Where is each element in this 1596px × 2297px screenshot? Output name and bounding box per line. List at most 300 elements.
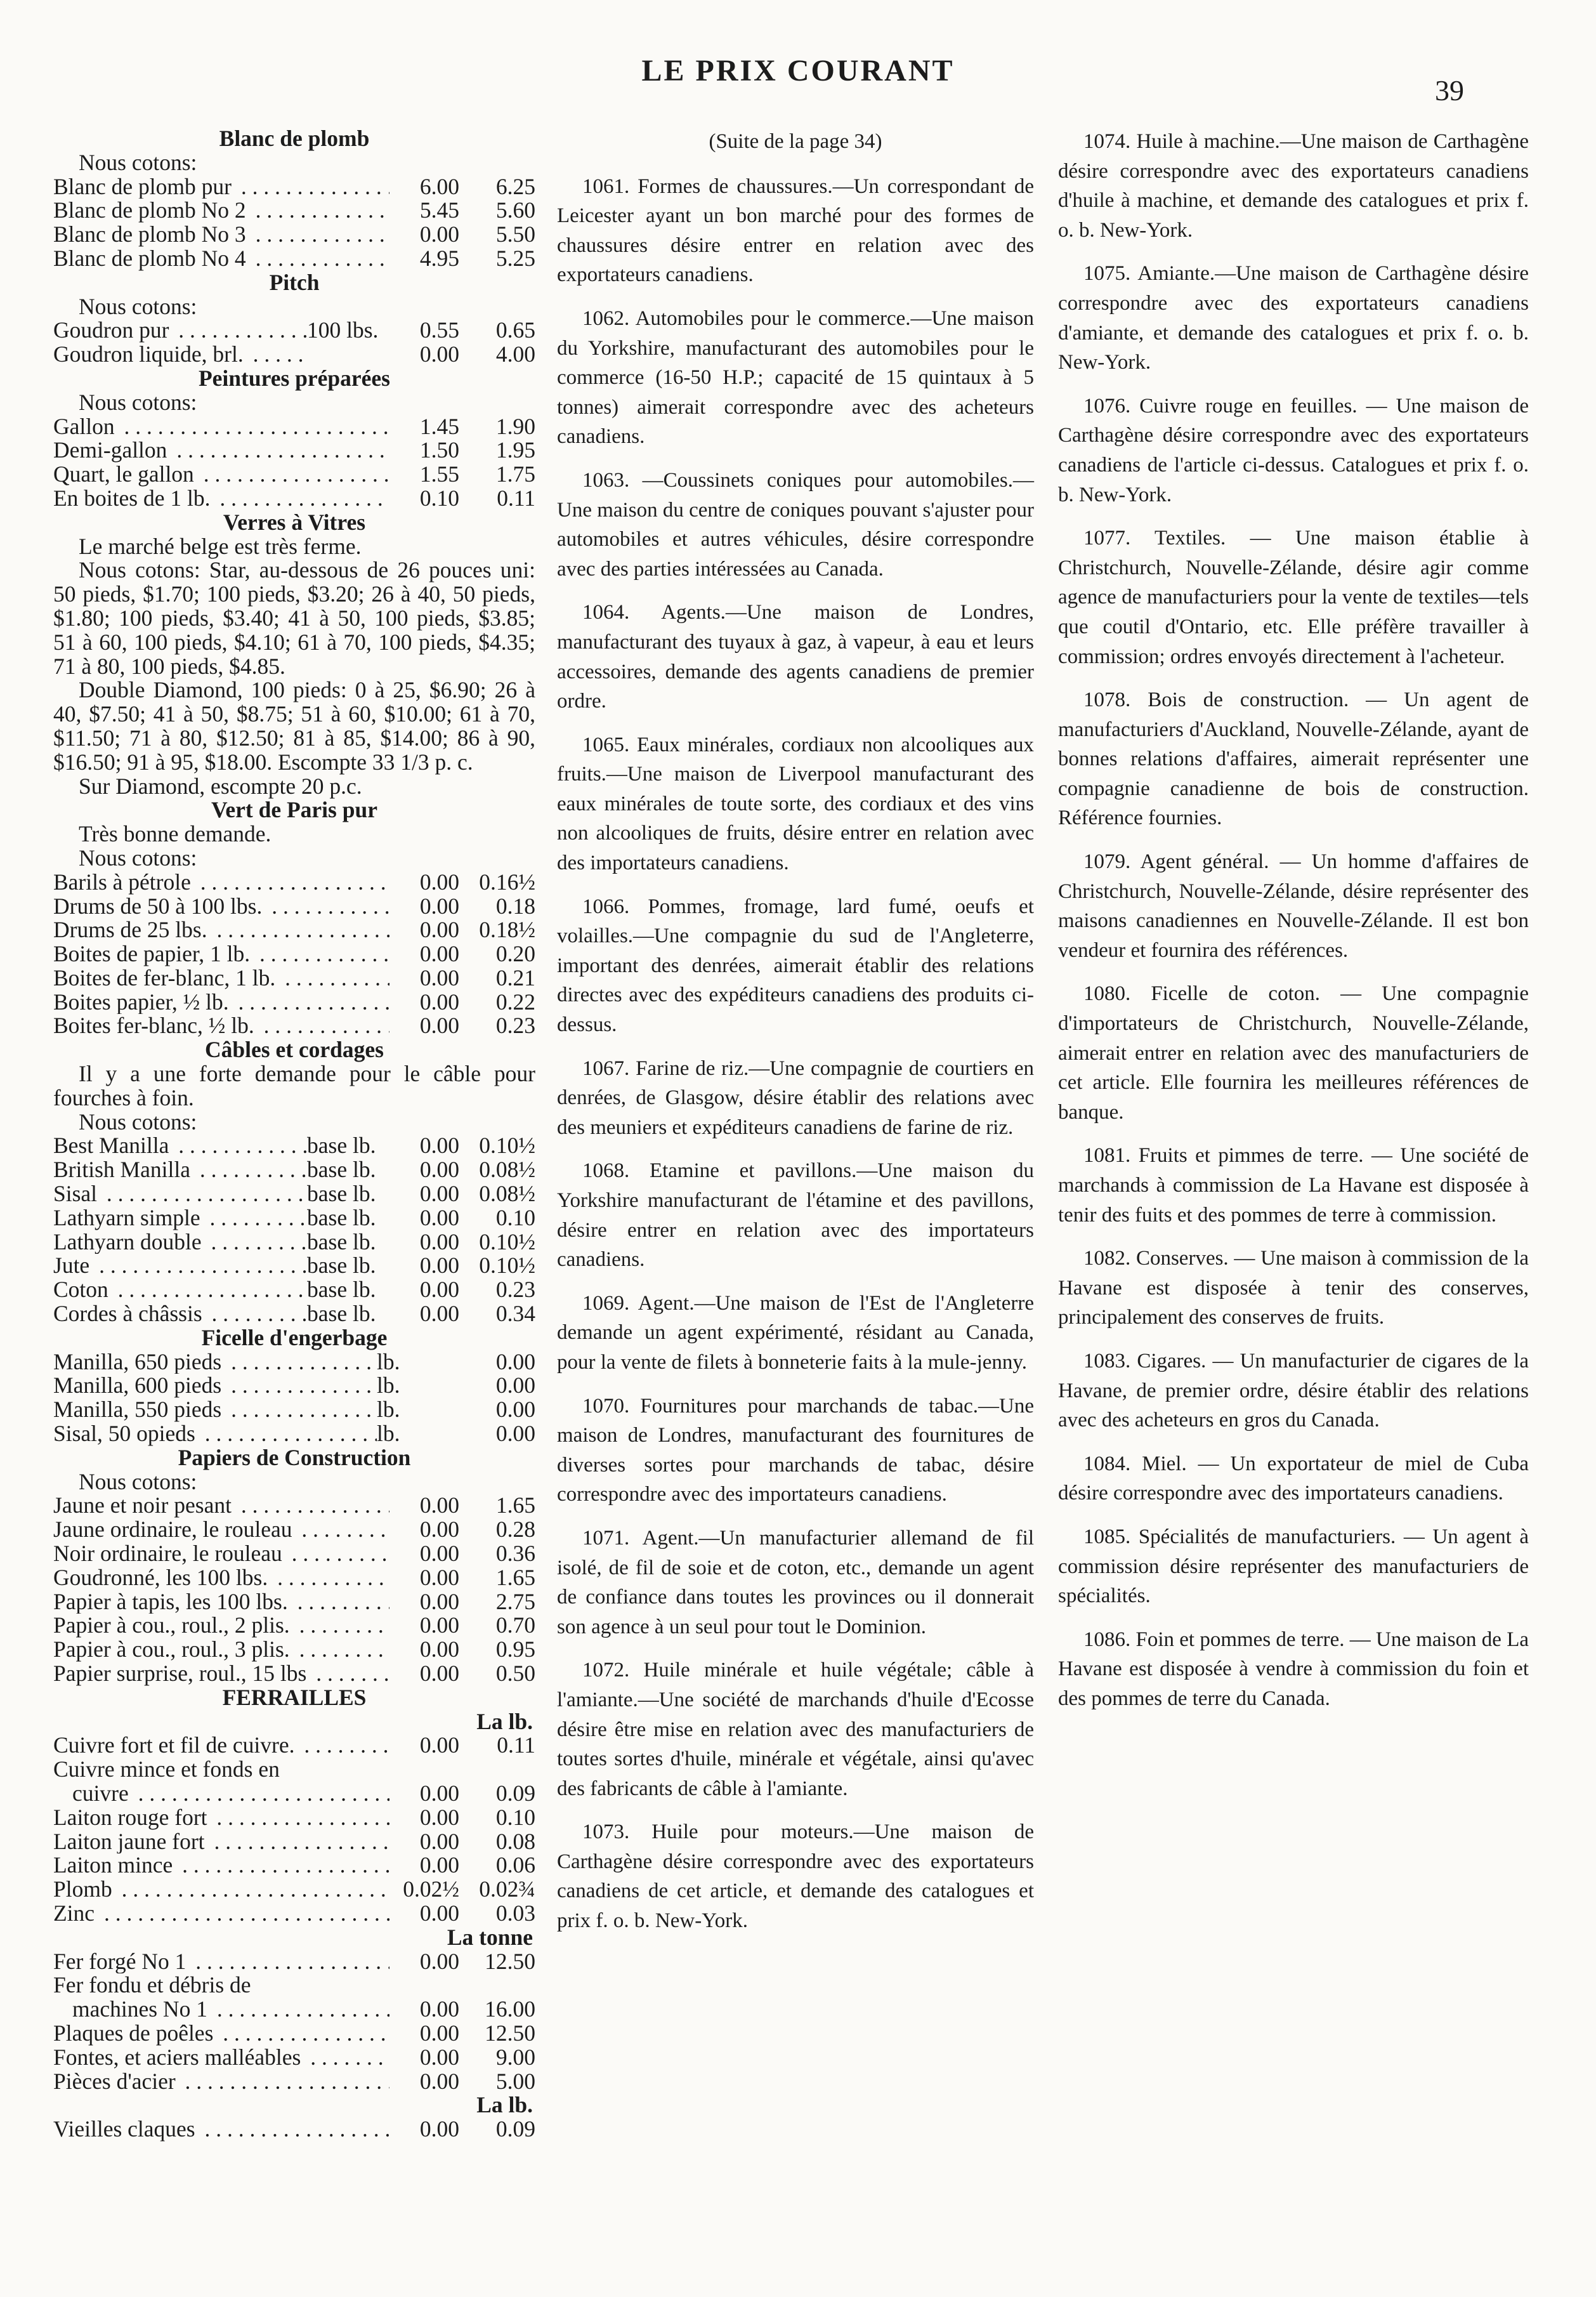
price-label: Lathyarn simple <box>53 1206 200 1230</box>
price-row <box>53 415 535 439</box>
price-value-high: 0.20 <box>495 941 535 967</box>
price-value-low: 0.00 <box>419 1133 459 1159</box>
price-value-high: 0.00 <box>495 1348 535 1374</box>
price-value-high: 0.10½ <box>479 1228 535 1254</box>
price-value-low: 0.00 <box>419 964 459 991</box>
price-label: Papier à cou., roul., 2 plis. <box>53 1614 290 1638</box>
trade-notice <box>557 466 1034 584</box>
price-label: Laiton jaune fort <box>53 1829 205 1854</box>
price-value-high: 5.50 <box>495 221 535 247</box>
notice-text: Agent.—Un manufacturier allemand de fil isolé, de fil de soie et de coton, etc., demande un agent de confiance dans toutes les provinces ou il donnerait son agence à un seul pour tout le Dominion. <box>557 1526 1034 1638</box>
price-label: Goudron pur <box>53 319 169 343</box>
price-label: Barils à pétrole <box>53 870 191 895</box>
price-rows <box>53 1494 535 1685</box>
notice-number: 1080. <box>1083 982 1131 1006</box>
price-unit: 100 lbs. <box>307 317 379 343</box>
inquiries-column-right <box>1058 127 1529 1728</box>
price-value-low: 0.00 <box>419 1541 459 1567</box>
price-value-high: 1.75 <box>495 461 535 487</box>
notice-text: Spécialités de manufacturiers. — Un agent à commission désire représenter des manufacturiers de spécialités. <box>1058 1525 1529 1608</box>
price-value-high: 0.16½ <box>479 869 535 895</box>
price-unit: lb. <box>377 1348 400 1374</box>
notice-list <box>557 172 1034 1936</box>
trade-notice <box>1058 259 1529 377</box>
price-row <box>53 1566 535 1590</box>
notice-number: 1079. <box>1083 850 1131 874</box>
price-unit <box>307 343 389 367</box>
price-value-high: 0.03 <box>495 1900 535 1926</box>
price-value-low: 1.50 <box>419 437 459 463</box>
price-row <box>53 1182 535 1206</box>
price-row <box>53 1302 535 1326</box>
trade-notice <box>557 1655 1034 1803</box>
price-value-low: 0.00 <box>419 1612 459 1638</box>
price-row <box>53 918 535 942</box>
notice-text: —Coussinets coniques pour automobiles.—Une maison du centre de coniques pouvant s'ajuster pour automobiles et autres véhicules, désire correspondre avec des parties intéressées au Canada. <box>557 468 1034 581</box>
price-row <box>53 1254 535 1278</box>
price-label: Gallon <box>53 414 115 439</box>
price-label: Laiton mince <box>53 1853 173 1878</box>
price-value-low: 0.00 <box>419 341 459 367</box>
price-value-high: 0.50 <box>495 1661 535 1686</box>
price-unit: base lb. <box>307 1157 376 1183</box>
price-value-high: 5.00 <box>495 2068 535 2094</box>
price-value-low: 4.95 <box>419 245 459 271</box>
price-label: Laiton rouge fort <box>53 1805 207 1830</box>
price-label: Papier à tapis, les 100 lbs. <box>53 1589 288 1614</box>
price-row <box>53 1734 535 1758</box>
notice-number: 1076. <box>1083 394 1131 418</box>
price-value-low: 0.00 <box>419 989 459 1015</box>
notice-number: 1067. <box>582 1056 630 1080</box>
price-list-column <box>53 127 535 2142</box>
price-rows <box>53 1806 535 1926</box>
price-label: Plaques de poêles <box>53 2021 214 2046</box>
price-row <box>53 1158 535 1182</box>
price-value-low: 0.00 <box>419 1301 459 1327</box>
price-label: Coton <box>53 1278 108 1303</box>
price-label: Manilla, 600 pieds <box>53 1374 222 1399</box>
notice-text: Agent.—Une maison de l'Est de l'Angleterre demande un agent expérimenté, résidant au Canada, pour la vente de filets à bonneterie faits à la mule-jenny. <box>557 1291 1034 1374</box>
price-value-low: 0.00 <box>419 1013 459 1039</box>
price-label: Blanc de plomb pur <box>53 174 232 199</box>
notice-number: 1066. <box>582 895 630 918</box>
price-label: Manilla, 650 pieds <box>53 1350 222 1374</box>
section-paragraph: Très bonne demande. <box>79 821 271 847</box>
trade-notice <box>557 304 1034 452</box>
price-label: Noir ordinaire, le rouleau <box>53 1542 282 1566</box>
price-label: Papier surprise, roul., 15 lbs <box>53 1662 307 1686</box>
price-value-high: 0.36 <box>495 1541 535 1567</box>
notice-text: Cuivre rouge en feuilles. — Une maison de Carthagène désire correspondre avec des exportateurs canadiens de l'article ci-dessus. Catalogues et prix f. o. b. New-York. <box>1058 394 1529 506</box>
price-value-low: 0.00 <box>419 941 459 967</box>
price-row <box>53 1542 535 1566</box>
price-value-low: 0.00 <box>419 1996 459 2022</box>
price-value-low: 5.45 <box>419 197 459 223</box>
notice-number: 1085. <box>1083 1525 1131 1548</box>
notice-text: Fournitures pour marchands de tabac.—Une maison de Londres, manufacturant des fournitures de diverses sortes pour marchands de tabac, désire correspondre avec des importateurs canadiens. <box>557 1394 1035 1506</box>
price-unit: base lb. <box>307 1133 376 1159</box>
price-value-low: 0.55 <box>419 317 459 343</box>
page-title: LE PRIX COURANT <box>641 54 955 88</box>
price-row <box>53 1830 535 1854</box>
notice-text: Ficelle de coton. — Une compagnie d'importateurs de Christchurch, Nouvelle-Zélande, aimerait entrer en relation avec des manufacturiers de cet article. Elle fournira les meilleures références de banque. <box>1058 982 1529 1124</box>
notice-text: Conserves. — Une maison à commission de la Havane est disposée à tenir des conserves, principalement des conserves de fruits. <box>1058 1247 1529 1329</box>
price-value-low: 0.00 <box>419 1564 459 1590</box>
price-value-high: 0.00 <box>495 1421 535 1447</box>
price-value-low: 0.00 <box>419 1948 459 1974</box>
notice-text: Huile pour moteurs.—Une maison de Carthagène désire correspondre avec des exportateurs canadiens de cet article, et demande des catalogues et prix f. o. b. New-York. <box>557 1820 1034 1933</box>
price-value-high: 6.25 <box>495 173 535 199</box>
notice-number: 1062. <box>582 306 630 330</box>
price-label: Papier à cou., roul., 3 plis. <box>53 1638 290 1662</box>
price-row <box>53 942 535 966</box>
section-note: Nous cotons: <box>79 149 197 175</box>
price-label: Drums de 50 à 100 lbs. <box>53 894 263 919</box>
notice-number: 1074. <box>1083 130 1131 153</box>
price-row <box>53 319 535 343</box>
section-note: Nous cotons: <box>79 845 197 871</box>
price-row <box>53 1134 535 1158</box>
price-value-high: 0.11 <box>497 1732 535 1758</box>
section-paragraph: Il y a une forte demande pour le câble pour fourches à foin. <box>53 1061 535 1110</box>
price-label: Jaune et noir pesant <box>53 1494 232 1518</box>
price-value-low: 0.00 <box>419 1636 459 1662</box>
price-unit: base lb. <box>307 1253 376 1279</box>
price-value-high: 5.25 <box>495 245 535 271</box>
price-row <box>53 1998 535 2022</box>
price-row <box>53 1374 535 1398</box>
price-row <box>53 2022 535 2046</box>
price-row <box>53 1806 535 1830</box>
price-row <box>53 966 535 991</box>
price-row <box>53 1902 535 1926</box>
trade-notice <box>1058 1449 1529 1508</box>
price-label: Pièces d'acier <box>53 2069 176 2094</box>
price-row <box>53 2070 535 2094</box>
price-label: Goudronné, les 100 lbs. <box>53 1565 268 1590</box>
notice-text: Formes de chaussures.—Un correspondant de Leicester ayant un bon marché pour des formes de chaussures désire entrer en relation avec des exportateurs canadiens. <box>557 174 1035 287</box>
price-value-high: 0.11 <box>497 485 535 511</box>
price-label: Cordes à châssis <box>53 1302 202 1326</box>
unit-heading: La lb. <box>476 1708 533 1734</box>
price-rows <box>53 1950 535 1974</box>
price-unit: lb. <box>377 1372 400 1399</box>
price-row <box>53 199 535 223</box>
notice-number: 1070. <box>582 1394 630 1418</box>
price-row <box>53 1230 535 1254</box>
price-row <box>53 1278 535 1302</box>
price-value-high: 9.00 <box>495 2044 535 2070</box>
price-value-high: 12.50 <box>485 2020 535 2046</box>
section-paragraph: Sur Diamond, escompte 20 p.c. <box>79 773 362 799</box>
price-value-high: 1.95 <box>495 437 535 463</box>
trade-notice <box>557 172 1034 290</box>
price-value-high: 0.06 <box>495 1852 535 1878</box>
notice-number: 1073. <box>582 1820 630 1844</box>
price-value-low: 0.00 <box>419 1157 459 1183</box>
price-value-low: 0.00 <box>419 1517 459 1543</box>
trade-notice <box>1058 1346 1529 1435</box>
section-paragraph: Double Diamond, 100 pieds: 0 à 25, $6.90; 26 à 40, $7.50; 41 à 50, $8.75; 51 à 60, $10.00; 61 à 70, $11.50; 71 à 80, $12.50; 81 à 85, $14.00; 86 à 90, $16.50; 91 à 95, $18.00. Escompte 33 1/3 p. c. <box>53 677 535 775</box>
price-value-low: 0.00 <box>419 1588 459 1614</box>
price-value-high: 0.70 <box>495 1612 535 1638</box>
notice-number: 1084. <box>1083 1452 1131 1475</box>
price-rows <box>53 2117 535 2142</box>
price-unit: base lb. <box>307 1204 376 1230</box>
price-value-low: 0.00 <box>419 2044 459 2070</box>
price-label: Best Manilla <box>53 1134 169 1159</box>
price-rows <box>53 1734 535 1758</box>
section-note: Nous cotons: <box>79 293 197 319</box>
trade-notice <box>1058 847 1529 965</box>
price-value-low: 0.00 <box>419 1828 459 1854</box>
price-rows <box>53 871 535 1039</box>
price-value-high: 0.18½ <box>479 917 535 943</box>
price-value-high: 0.08 <box>495 1828 535 1854</box>
price-value-high: 2.75 <box>495 1588 535 1614</box>
trade-notice <box>1058 523 1529 671</box>
price-row <box>53 1973 535 1998</box>
notice-text: Miel. — Un exportateur de miel de Cuba désire correspondre avec des importateurs canadiens. <box>1058 1452 1529 1505</box>
price-row <box>53 1422 535 1446</box>
trade-notice <box>1058 1522 1529 1611</box>
price-label: Cuivre fort et fil de cuivre. <box>53 1734 295 1758</box>
price-value-low: 0.00 <box>419 1661 459 1686</box>
trade-notice <box>1058 1244 1529 1333</box>
continuation-note: (Suite de la page 34) <box>709 130 882 153</box>
price-unit: lb. <box>377 1397 400 1423</box>
notice-text: Foin et pommes de terre. — Une maison de La Havane est disposée à vendre à commission du foin et des pommes de terre du Canada. <box>1058 1628 1529 1710</box>
price-row <box>53 1206 535 1230</box>
notice-text: Automobiles pour le commerce.—Une maison du Yorkshire, manufacturant des automobiles pour le commerce (16-50 H.P.; capacité de 15 quintaux à 5 tonnes) aimerait correspondre avec des acheteurs canadiens. <box>557 306 1034 449</box>
trade-notice <box>557 1156 1034 1274</box>
price-row <box>53 343 535 367</box>
price-value-high: 0.65 <box>495 317 535 343</box>
notice-number: 1064. <box>582 601 630 624</box>
trade-notice <box>557 892 1034 1040</box>
notice-number: 1069. <box>582 1291 630 1315</box>
notice-text: Huile à machine.—Une maison de Carthagène désire correspondre avec des exportateurs canadiens d'huile à machine, et demande des catalogues et prix f. o. b. New-York. <box>1058 130 1529 242</box>
price-row <box>53 223 535 247</box>
price-label: En boites de 1 lb. <box>53 486 211 511</box>
notice-text: Cigares. — Un manufacturier de cigares de la Havane, de premier ordre, désire établir des relations avec des acheteurs en gros du Canada. <box>1058 1349 1529 1432</box>
section-paragraph: Le marché belge est très ferme. <box>79 533 362 559</box>
price-value-high: 0.08½ <box>479 1157 535 1183</box>
price-row <box>53 1590 535 1614</box>
price-row <box>53 487 535 511</box>
price-value-high: 16.00 <box>485 1996 535 2022</box>
price-unit: lb. <box>377 1421 400 1447</box>
notice-number: 1086. <box>1083 1628 1131 1651</box>
price-row <box>53 438 535 463</box>
price-value-low: 0.10 <box>419 485 459 511</box>
price-rows <box>53 2022 535 2093</box>
section-title-verres: Verres à Vitres <box>223 509 366 535</box>
price-value-low: 1.55 <box>419 461 459 487</box>
price-value-low: 0.00 <box>419 1228 459 1254</box>
price-unit: base lb. <box>307 1277 376 1303</box>
price-row <box>53 991 535 1015</box>
price-label: Plomb <box>53 1878 112 1902</box>
price-row <box>53 175 535 199</box>
price-value-high: 0.00 <box>495 1397 535 1423</box>
price-value-low: 1.45 <box>419 413 459 439</box>
trade-notice <box>1058 127 1529 245</box>
price-label: Fer fondu et débris de <box>53 1973 251 1998</box>
price-value-high: 0.28 <box>495 1517 535 1543</box>
notice-text: Farine de riz.—Une compagnie de courtiers en denrées, de Glasgow, désire établir des relations avec des meuniers et expéditeurs canadiens de farine de riz. <box>557 1056 1035 1139</box>
notice-number: 1081. <box>1083 1144 1131 1168</box>
price-value-low: 0.00 <box>419 1277 459 1303</box>
price-label: Zinc <box>53 1901 95 1926</box>
price-value-high: 0.08½ <box>479 1181 535 1207</box>
price-label: Fontes, et aciers malléables <box>53 2045 301 2070</box>
trade-notice <box>557 1392 1034 1510</box>
price-value-high: 0.02¾ <box>479 1876 535 1902</box>
price-value-high: 0.00 <box>495 1372 535 1399</box>
price-value-high: 0.10½ <box>479 1133 535 1159</box>
price-row <box>53 1350 535 1374</box>
price-value-low: 0.00 <box>419 1804 459 1830</box>
price-value-low: 0.00 <box>419 1900 459 1926</box>
section-title-ferrailles: FERRAILLES <box>222 1684 367 1710</box>
section-note: Nous cotons: <box>79 1468 197 1494</box>
price-label: Lathyarn double <box>53 1230 202 1254</box>
price-row <box>53 2046 535 2070</box>
price-row <box>53 871 535 895</box>
notice-number: 1063. <box>582 468 630 492</box>
price-value-low: 0.00 <box>419 1732 459 1758</box>
price-value-high: 0.23 <box>495 1013 535 1039</box>
price-row <box>53 247 535 271</box>
price-value-low: 0.00 <box>419 869 459 895</box>
price-row <box>53 1758 535 1782</box>
price-value-low: 0.00 <box>419 1780 459 1806</box>
notice-list <box>1058 127 1529 1714</box>
price-value-high: 1.65 <box>495 1564 535 1590</box>
price-value-high: 1.90 <box>495 413 535 439</box>
price-value-low: 0.00 <box>419 1181 459 1207</box>
price-row <box>53 1614 535 1638</box>
price-unit: base lb. <box>307 1301 376 1327</box>
notice-text: Fruits et pimmes de terre. — Une société de marchands à commission de La Havane est disposée à tenir des fuits et des pommes de terre à commission. <box>1058 1144 1529 1227</box>
price-value-high: 0.21 <box>495 964 535 991</box>
trade-notice <box>1058 685 1529 833</box>
price-label: Blanc de plomb No 4 <box>53 246 246 271</box>
price-value-low: 0.00 <box>419 1852 459 1878</box>
price-row <box>53 1518 535 1542</box>
price-label: Jute <box>53 1254 90 1279</box>
price-value-high: 0.10 <box>495 1804 535 1830</box>
price-value-high: 0.34 <box>495 1301 535 1327</box>
price-label: Fer forgé No 1 <box>53 1949 186 1974</box>
section-title-peintures: Peintures préparées <box>198 365 390 391</box>
notice-text: Etamine et pavillons.—Une maison du Yorkshire manufacturant de l'étamine et des pavillons, désire entrer en relation avec des importateurs canadiens. <box>557 1159 1034 1272</box>
notice-number: 1082. <box>1083 1247 1131 1270</box>
section-note: Nous cotons: <box>79 1109 197 1135</box>
section-title-cables: Câbles et cordages <box>205 1037 384 1063</box>
price-unit: base lb. <box>307 1181 376 1207</box>
notice-number: 1075. <box>1083 262 1131 286</box>
trade-notice <box>1058 979 1529 1127</box>
notice-text: Huile minérale et huile végétale; câble à l'amiante.—Une société de marchands d'huile d'Ecosse désire être mise en relation avec des manufacturiers de toutes sortes d'huile, minérale et végétale, ainsi qu'avec des fabricants de câble à l'amiante. <box>557 1659 1034 1800</box>
notice-number: 1077. <box>1083 527 1131 550</box>
price-value-low: 0.00 <box>419 2116 459 2142</box>
notice-text: Eaux minérales, cordiaux non alcooliques aux fruits.—Une maison de Liverpool manufacturant des eaux minérales de toute sorte, des cordiaux et des vins non alcooliques de fruits, désire entrer en relation avec des importateurs canadiens. <box>557 733 1034 875</box>
trade-notice <box>557 1524 1034 1642</box>
price-label: cuivre <box>72 1781 129 1806</box>
price-value-low: 0.00 <box>419 1204 459 1230</box>
price-value-low: 0.00 <box>419 2068 459 2094</box>
price-value-low: 0.02½ <box>403 1876 459 1902</box>
notice-text: Textiles. — Une maison établie à Christchurch, Nouvelle-Zélande, désire agir comme agence de manufacturiers pour la vente de textiles—tels que coutil d'Ontario, etc. Elle préfère travailler à commission; ordres envoyés directement à l'acheteur. <box>1058 527 1529 668</box>
price-label: Boites de fer-blanc, 1 lb. <box>53 966 276 991</box>
price-label: British Manilla <box>53 1158 190 1183</box>
trade-notice <box>1058 392 1529 510</box>
price-row <box>53 1950 535 1974</box>
trade-notice <box>557 1054 1034 1143</box>
price-value-high: 0.23 <box>495 1277 535 1303</box>
price-row <box>53 2117 535 2142</box>
price-value-high: 0.22 <box>495 989 535 1015</box>
price-row <box>53 1853 535 1878</box>
price-value-high: 0.18 <box>495 893 535 919</box>
section-title-papiers: Papiers de Construction <box>178 1444 411 1470</box>
notice-number: 1072. <box>582 1659 630 1682</box>
notice-text: Bois de construction. — Un agent de manufacturiers d'Auckland, Nouvelle-Zélande, ayant de bonnes relations d'affaires, aimerait représenter une compagnie canadienne de bois de construction. Référence fournies. <box>1058 688 1529 830</box>
section-title-vert-de-paris: Vert de Paris pur <box>211 797 377 823</box>
notice-text: Pommes, fromage, lard fumé, oeufs et volailles.—Une compagnie du sud de l'Angleterre, important des denrées, aimerait établir des relations directes avec des expéditeurs canadiens des produits ci-dessus. <box>557 895 1035 1037</box>
page-number: 39 <box>1435 74 1464 107</box>
price-rows <box>53 175 535 271</box>
trade-notice <box>1058 1141 1529 1230</box>
section-title-ficelle: Ficelle d'engerbage <box>201 1324 388 1350</box>
price-label: Sisal <box>53 1182 98 1206</box>
price-label: Demi-gallon <box>53 438 167 463</box>
price-row <box>53 1638 535 1662</box>
trade-notice <box>1058 1625 1529 1714</box>
price-value-low: 0.00 <box>419 221 459 247</box>
price-value-high: 4.00 <box>495 341 535 367</box>
section-note: Nous cotons: <box>79 389 197 415</box>
price-label: Boites de papier, 1 lb. <box>53 942 251 966</box>
price-value-high: 0.95 <box>495 1636 535 1662</box>
price-label: Quart, le gallon <box>53 463 194 487</box>
notice-number: 1071. <box>582 1526 630 1550</box>
price-label: Blanc de plomb No 3 <box>53 223 246 247</box>
price-rows <box>53 319 535 367</box>
notice-number: 1061. <box>582 174 630 198</box>
section-paragraph: Nous cotons: Star, au-dessous de 26 pouces uni: 50 pieds, $1.70; 100 pieds, $3.20; 26 à 40, 50 pieds, $1.80; 100 pieds, $3.40; 41 à 50, 100 pieds, $3.85; 51 à 60, 100 pieds, $4.10; 61 à 70, 100 pieds, $4.35; 71 à 80, 100 pieds, $4.85. <box>53 557 535 679</box>
price-label: Blanc de plomb No 2 <box>53 199 246 223</box>
unit-heading: La tonne <box>447 1924 533 1950</box>
price-row <box>53 1494 535 1518</box>
price-value-low: 6.00 <box>419 173 459 199</box>
price-label: Goudron liquide, brl. <box>53 343 244 367</box>
price-label: Sisal, 50 opieds <box>53 1422 195 1446</box>
price-row <box>53 1782 535 1806</box>
price-label: Boites fer-blanc, ½ lb. <box>53 1014 254 1039</box>
unit-heading: La lb. <box>476 2092 533 2118</box>
price-unit: base lb. <box>307 1228 376 1254</box>
price-value-high: 0.10 <box>495 1204 535 1230</box>
price-row <box>53 895 535 919</box>
price-value-low: 0.00 <box>419 2020 459 2046</box>
trade-notice <box>557 598 1034 716</box>
notice-number: 1065. <box>582 733 630 756</box>
trade-notice <box>557 730 1034 878</box>
